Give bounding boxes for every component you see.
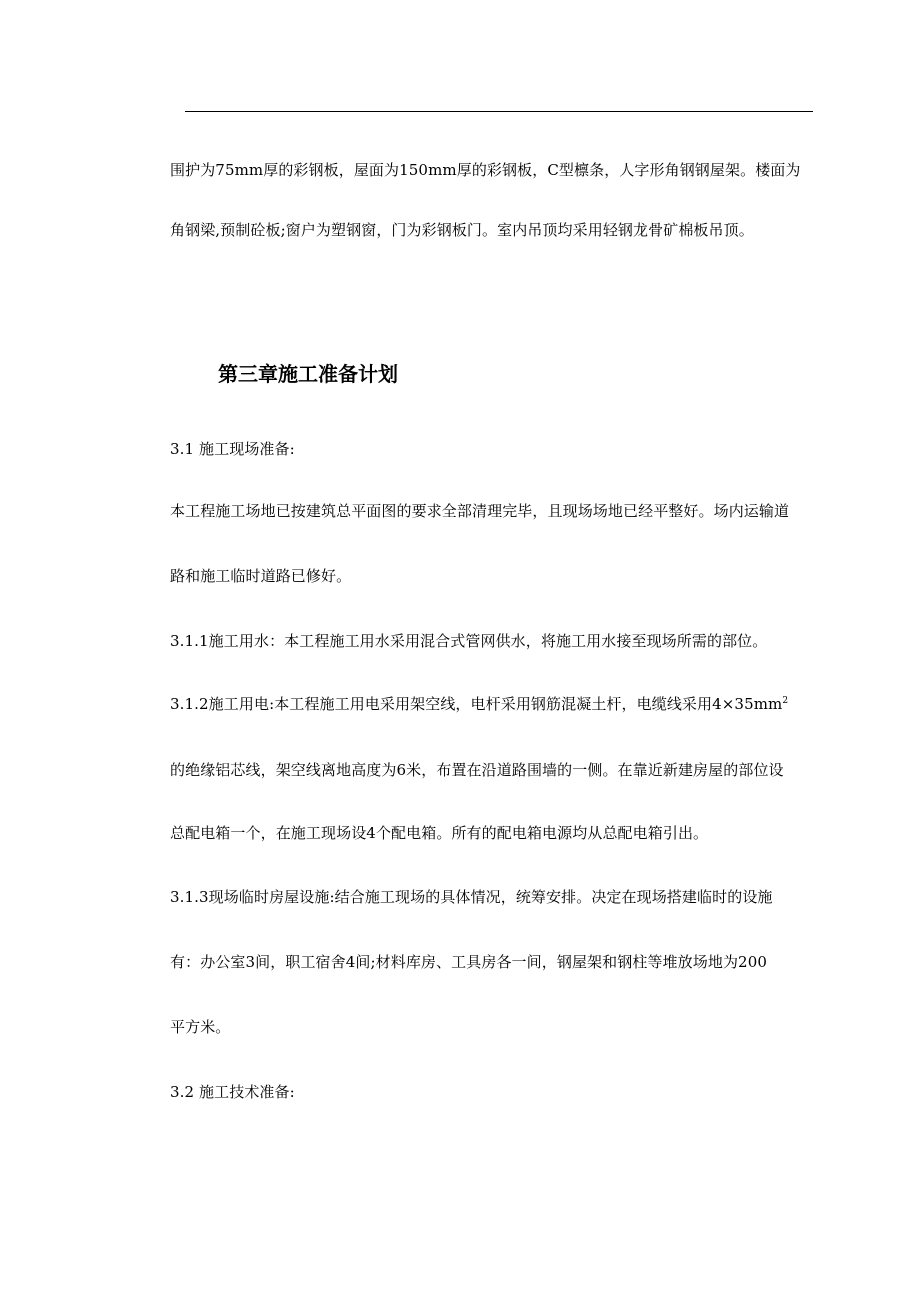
section-3-1-3-line-3: 平方米。 (170, 1018, 231, 1036)
header-rule (185, 111, 813, 112)
section-3-2-heading: 3.2 施工技术准备: (170, 1083, 295, 1101)
chapter-title: 第三章施工准备计划 (218, 362, 398, 386)
section-3-1-1-text: 3.1.1施工用水：本工程施工用水采用混合式管网供水，将施工用水接至现场所需的部位。 (170, 632, 768, 650)
intro-line-2: 角钢梁,预制砼板;窗户为塑钢窗，门为彩钢板门。室内吊顶均采用轻钢龙骨矿棉板吊顶。 (170, 221, 754, 239)
section-3-1-2-line-3: 总配电箱一个，在施工现场设4个配电箱。所有的配电箱电源均从总配电箱引出。 (170, 824, 709, 842)
section-3-1-3-line-2: 有：办公室3间，职工宿舍4间;材料库房、工具房各一间，钢屋架和钢柱等堆放场地为200 (170, 953, 767, 971)
section-3-1-para-line-1: 本工程施工场地已按建筑总平面图的要求全部清理完毕，且现场场地已经平整好。场内运输道 (170, 502, 790, 520)
superscript-two: 2 (782, 696, 789, 706)
section-3-1-heading: 3.1 施工现场准备: (170, 440, 295, 458)
intro-line-1: 围护为75mm厚的彩钢板，屋面为150mm厚的彩钢板，C型檩条，人字形角钢钢屋架。楼面为 (170, 161, 801, 179)
section-3-1-para-line-2: 路和施工临时道路已修好。 (170, 567, 352, 585)
section-3-1-2-line-2: 的绝缘铝芯线，架空线离地高度为6米，布置在沿道路围墙的一侧。在靠近新建房屋的部位设 (170, 761, 784, 779)
section-3-1-2-line-1 (170, 694, 788, 714)
section-3-1-2-line-1-text: 3.1.2施工用电:本工程施工用电采用架空线，电杆采用钢筋混凝土杆，电缆线采用4×35mm (170, 695, 783, 713)
section-3-1-3-line-1: 3.1.3现场临时房屋设施:结合施工现场的具体情况，统筹安排。决定在现场搭建临时的设施 (170, 888, 773, 906)
